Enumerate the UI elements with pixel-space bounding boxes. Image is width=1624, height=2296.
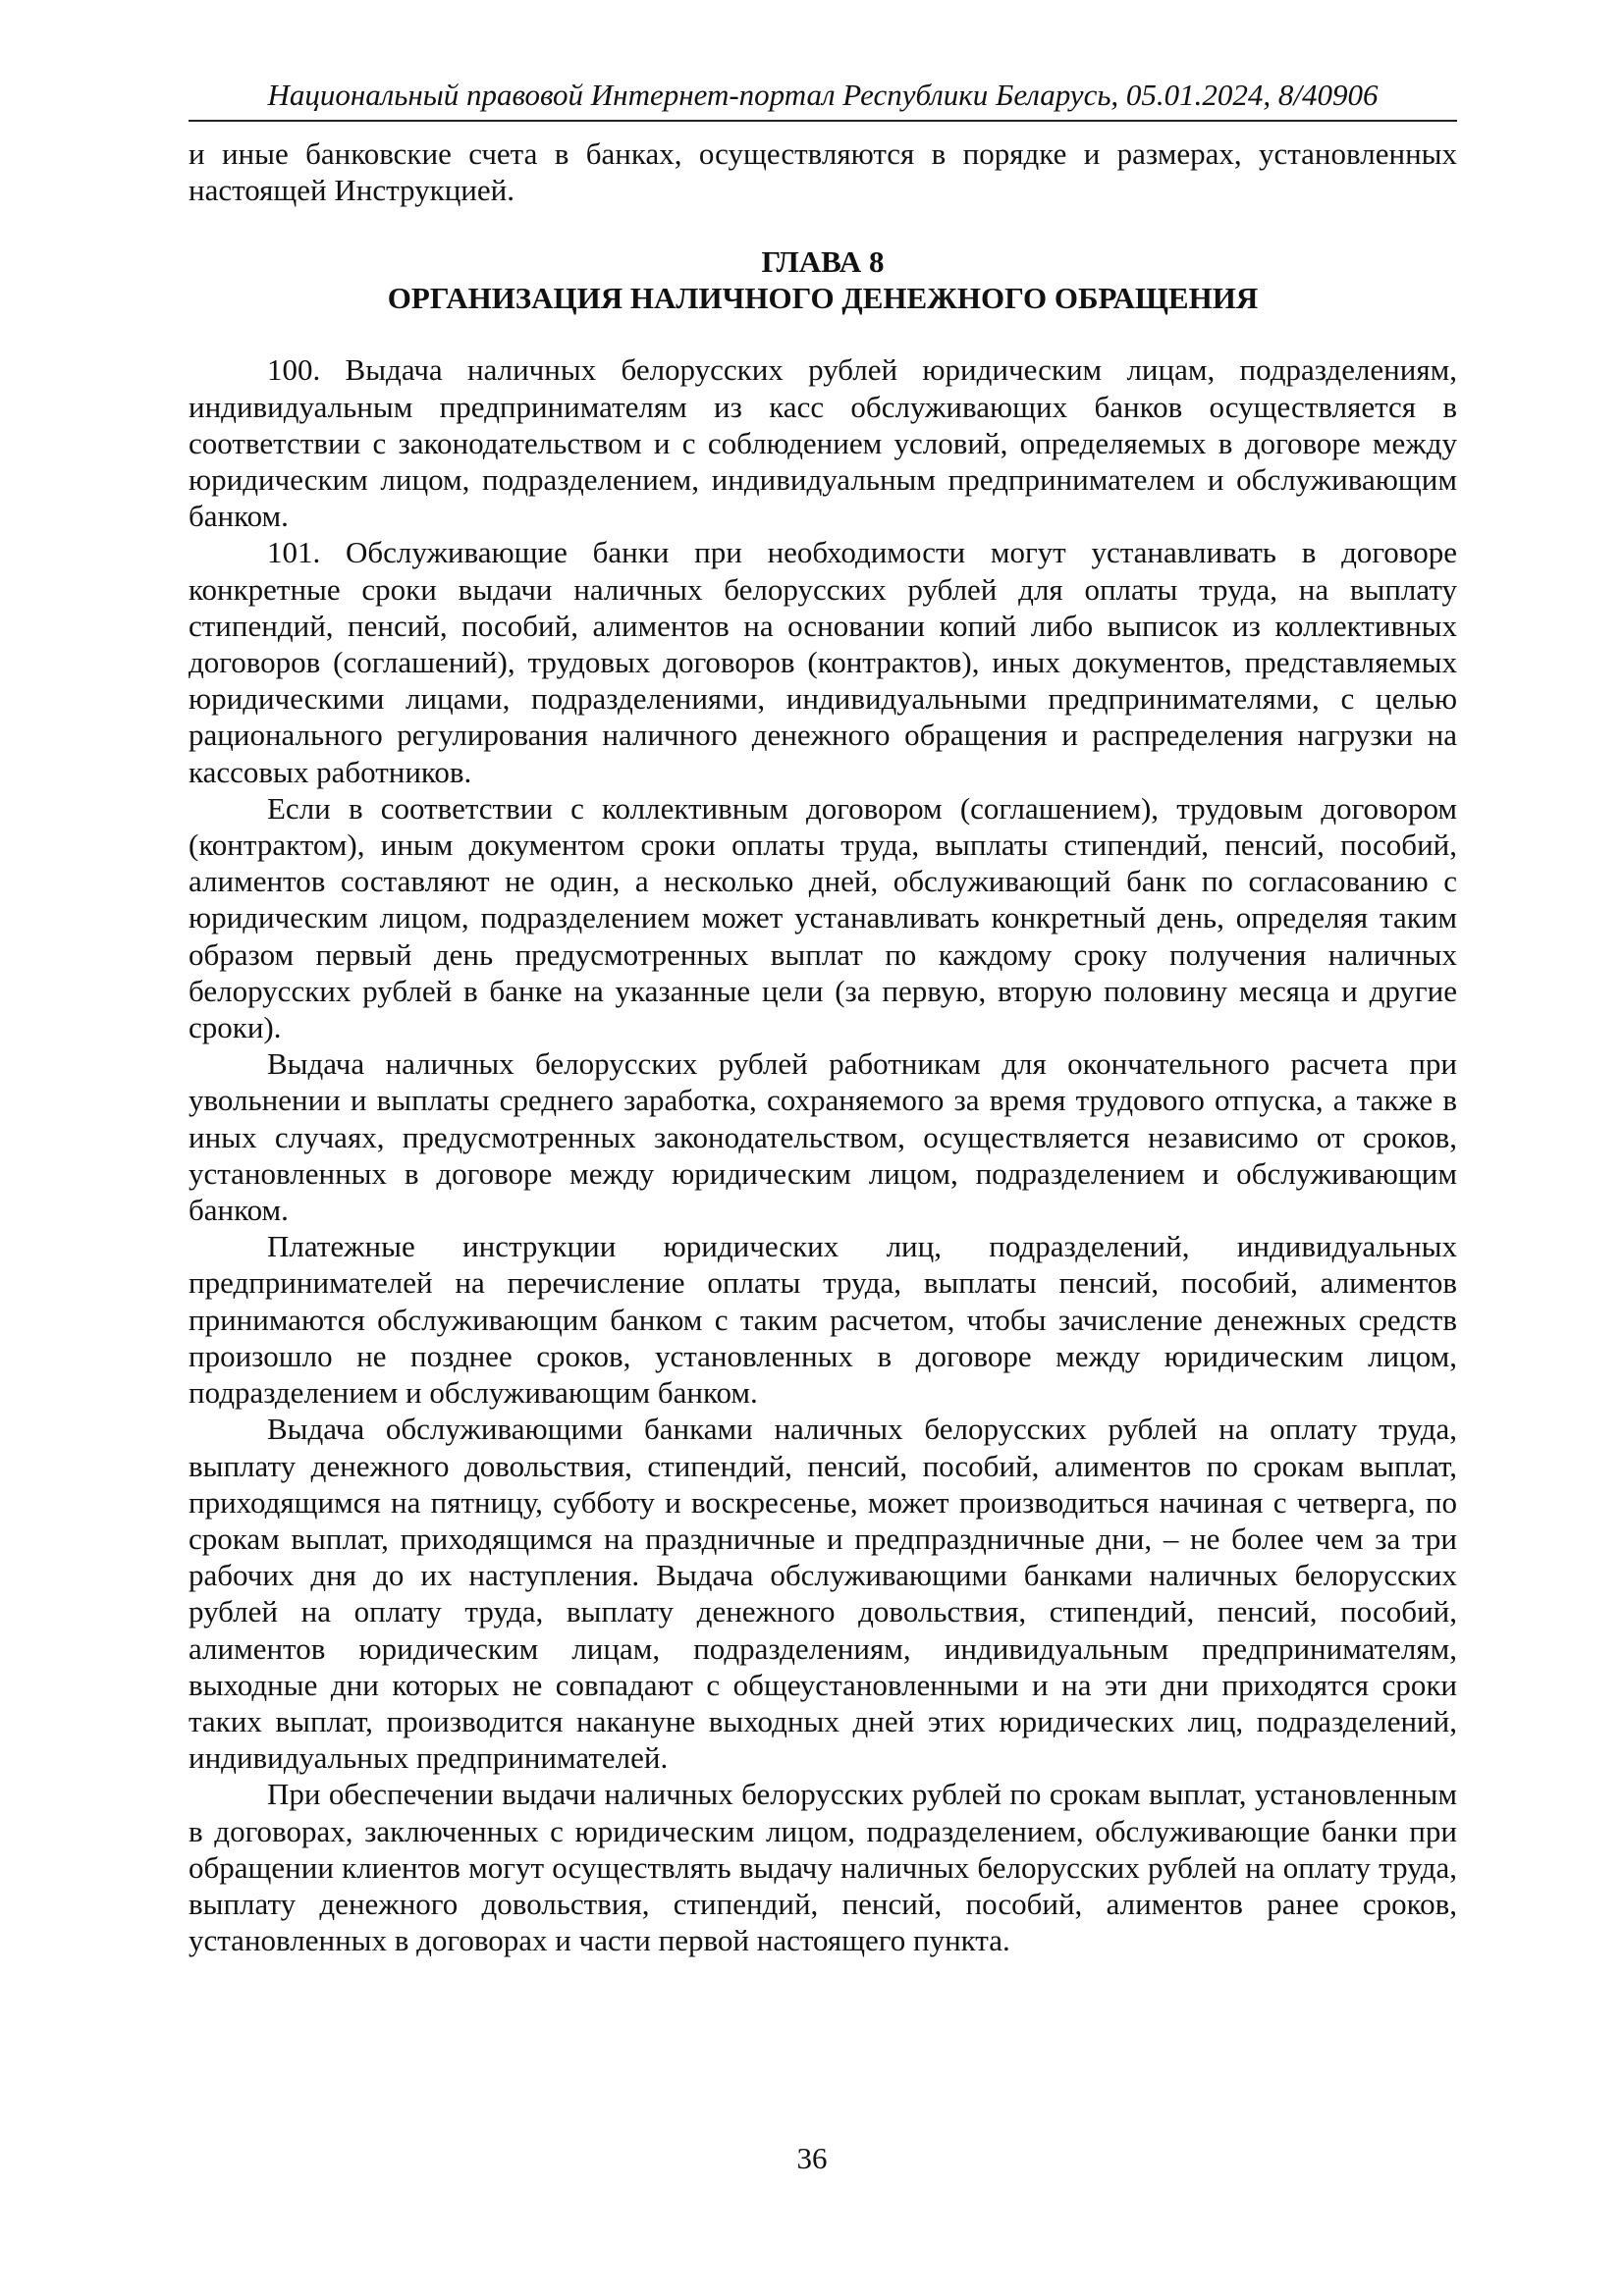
header-source-text: Национальный правовой Интернет-портал Республики Беларусь, 05.01.2024, 8/40906 xyxy=(267,78,1379,112)
chapter-title: ОРГАНИЗАЦИЯ НАЛИЧНОГО ДЕНЕЖНОГО ОБРАЩЕНИЯ xyxy=(387,281,1259,316)
page-number: 36 xyxy=(796,2141,828,2175)
chapter-number: ГЛАВА 8 xyxy=(761,244,885,280)
paragraph-101-part-2: Если в соответствии с коллективным договором (соглашением), трудовым договором (контрактом), иным документом сроки оплаты труда, выплаты стипендий, пенсий, пособий, алиментов составляют не один, а несколько дней, обслуживающий банк по согласованию с юридическим лицом, подразделением может устанавливать конкретный день, определяя таким образом первый день предусмотренных выплат по каждому сроку получения наличных белорусских рублей в банке на указанные цели (за первую, вторую половину месяца и другие сроки). xyxy=(189,790,1457,1045)
paragraph-101-part-5: Выдача обслуживающими банками наличных белорусских рублей на оплату труда, выплату денежного довольствия, стипендий, пенсий, пособий, алиментов по срокам выплат, приходящимся на пятницу, субботу и воскресенье, может производиться начиная с четверга, по срокам выплат, приходящимся на праздничные и предпраздничные дни, – не более чем за три рабочих дня до их наступления. Выдача обслуживающими банками наличных белорусских рублей на оплату труда, выплату денежного довольствия, стипендий, пенсий, пособий, алиментов юридическим лицам, подразделениям, индивидуальным предпринимателям, выходные дни которых не совпадают с общеустановленными и на эти дни приходятся сроки таких выплат, производится накануне выходных дней этих юридических лиц, подразделений, индивидуальных предпринимателей. xyxy=(189,1412,1457,1776)
paragraph-101-part-4: Платежные инструкции юридических лиц, подразделений, индивидуальных предпринимателей на перечисление оплаты труда, выплаты пенсий, пособий, алиментов принимаются обслуживающим банком с таким расчетом, чтобы зачисление денежных средств произошло не позднее сроков, установленных в договоре между юридическим лицом, подразделением и обслуживающим банком. xyxy=(189,1229,1457,1411)
paragraph-101: 101. Обслуживающие банки при необходимости могут устанавливать в договоре конкретные сроки выдачи наличных белорусских рублей для оплаты труда, на выплату стипендий, пенсий, пособий, алиментов на основании копий либо выписок из коллективных договоров (соглашений), трудовых договоров (контрактов), иных документов, представляемых юридическими лицами, подразделениями, индивидуальными предпринимателями, с целью рационального регулирования наличного денежного обращения и распределения нагрузки на кассовых работников. xyxy=(189,535,1457,789)
page-header-source xyxy=(189,71,1457,122)
paragraph-101-part-6: При обеспечении выдачи наличных белорусских рублей по срокам выплат, установленным в договорах, заключенных с юридическим лицом, подразделением, обслуживающие банки при обращении клиентов могут осуществлять выдачу наличных белорусских рублей на оплату труда, выплату денежного довольствия, стипендий, пенсий, пособий, алиментов ранее сроков, установленных в договорах и части первой настоящего пункта. xyxy=(189,1777,1457,1958)
paragraph-101-part-3: Выдача наличных белорусских рублей работникам для окончательного расчета при увольнении и выплаты среднего заработка, сохраняемого за время трудового отпуска, а также в иных случаях, предусмотренных законодательством, осуществляется независимо от сроков, установленных в договоре между юридическим лицом, подразделением и обслуживающим банком. xyxy=(189,1046,1457,1228)
intro-paragraph: и иные банковские счета в банках, осуществляются в порядке и размерах, установленных настоящей Инструкцией. xyxy=(189,136,1457,208)
chapter-heading xyxy=(189,243,1457,316)
document-body xyxy=(189,135,1457,1958)
paragraph-100: 100. Выдача наличных белорусских рублей юридическим лицам, подразделениям, индивидуальным предпринимателям из касс обслуживающих банков осуществляется в соответствии с законодательством и с соблюдением условий, определяемых в договоре между юридическим лицом, подразделением, индивидуальным предпринимателем и обслуживающим банком. xyxy=(189,352,1457,534)
